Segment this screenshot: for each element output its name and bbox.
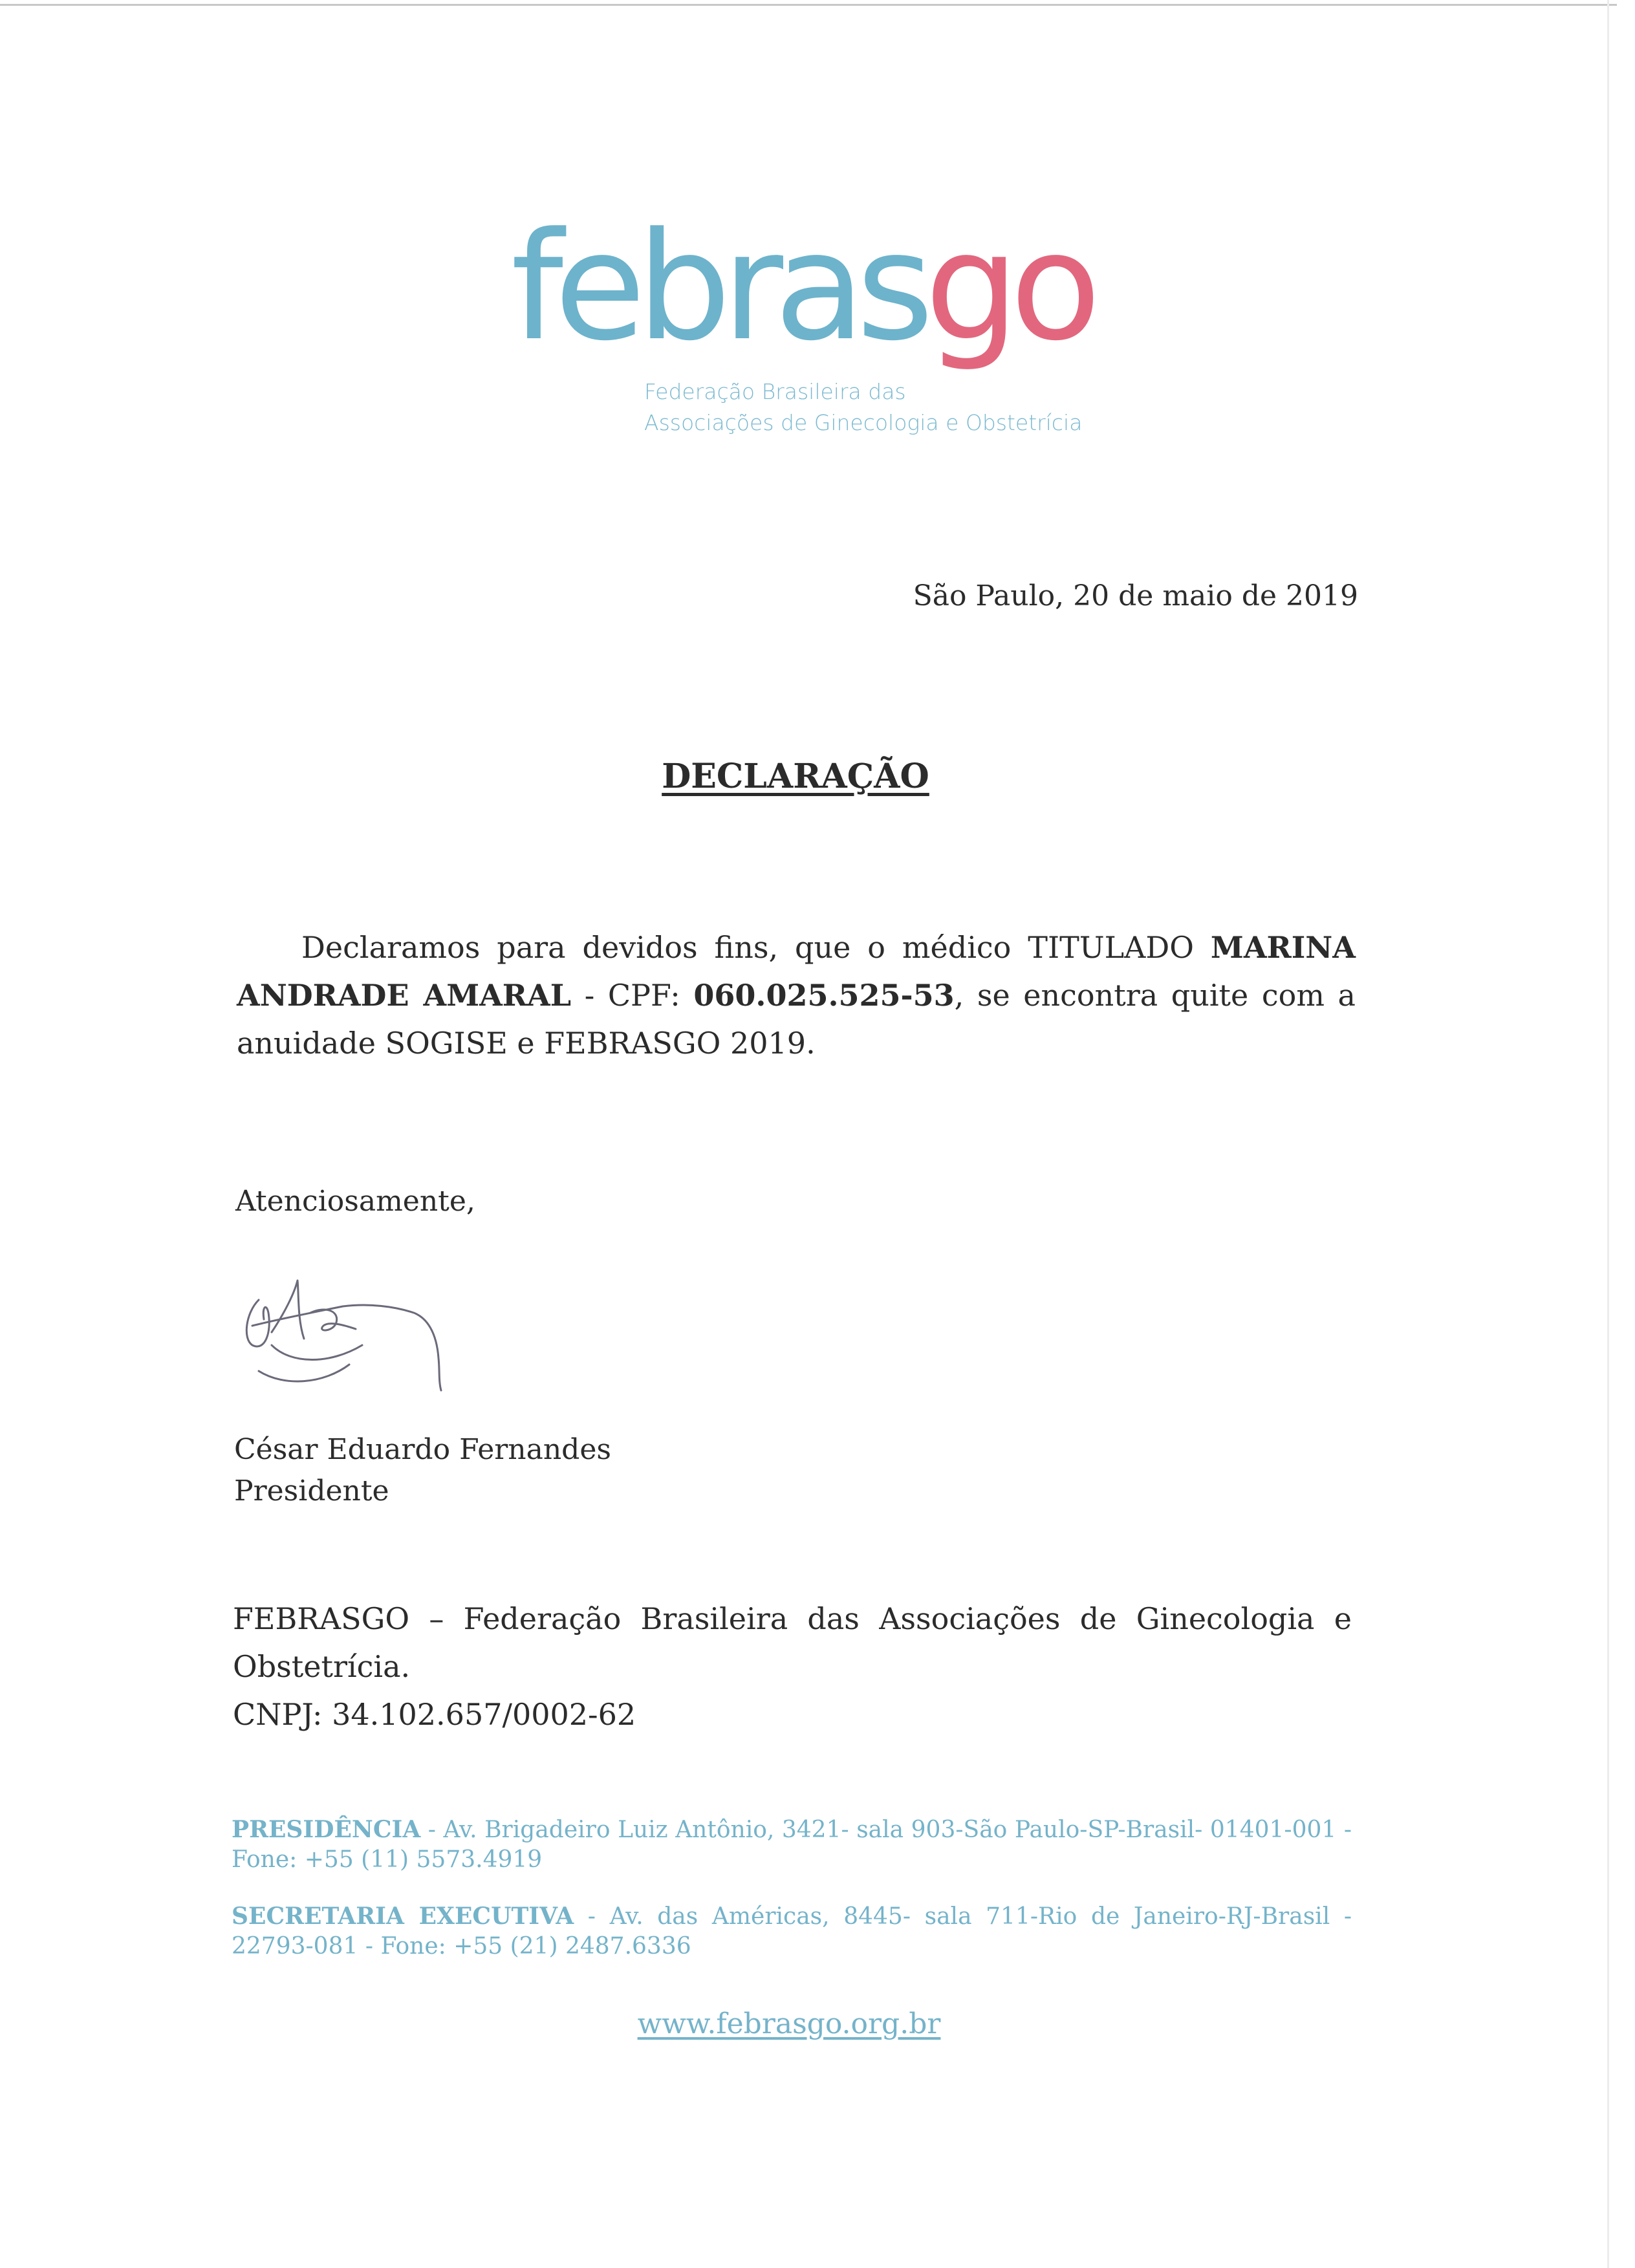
right-edge-line — [1607, 0, 1609, 2268]
logo-wordmark — [511, 201, 1092, 374]
presidencia-label: PRESIDÊNCIA — [232, 1816, 421, 1843]
signer-block — [234, 1429, 611, 1512]
signer-role: Presidente — [234, 1474, 389, 1507]
body-part2: - CPF: — [571, 978, 694, 1013]
febrasgo-logo — [504, 201, 1125, 459]
footer-secretaria — [232, 1901, 1352, 1961]
logo-word-part-a: febras — [511, 201, 925, 374]
logo-word-part-b: go — [924, 201, 1092, 374]
footer-presidencia — [232, 1815, 1352, 1875]
logo-subtitle — [644, 376, 1082, 438]
document-title: DECLARAÇÃO — [662, 757, 929, 796]
closing-salutation: Atenciosamente, — [235, 1185, 475, 1218]
document-date: São Paulo, 20 de maio de 2019 — [913, 579, 1358, 612]
cpf-number: 060.025.525-53 — [693, 978, 955, 1013]
doctor-name: MARINA ANDRADE AMARAL — [237, 930, 1356, 1013]
logo-subtitle-line2: Associações de Ginecologia e Obstetrícia — [644, 410, 1083, 435]
signer-name: César Eduardo Fernandes — [234, 1433, 611, 1466]
declaration-body — [237, 923, 1356, 1067]
secretaria-address: - Av. das Américas, 8445- sala 711-Rio de Janeiro-RJ-Brasil - 22793-081 - Fone: +55 (21) 2487.6336 — [232, 1903, 1352, 1960]
secretaria-label: SECRETARIA EXECUTIVA — [232, 1903, 574, 1930]
top-edge-line — [0, 4, 1617, 6]
presidencia-address: - Av. Brigadeiro Luiz Antônio, 3421- sala 903-São Paulo-SP-Brasil- 01401-001 - Fone: +55 (11) 5573.4919 — [232, 1817, 1352, 1873]
logo-subtitle-line1: Federação Brasileira das — [644, 379, 906, 404]
body-part3: , se encontra quite com a anuidade SOGISE e FEBRASGO 2019. — [237, 978, 1356, 1061]
organization-block — [233, 1595, 1352, 1738]
organization-cnpj: CNPJ: 34.102.657/0002-62 — [233, 1697, 636, 1732]
website-link[interactable]: www.febrasgo.org.br — [637, 2007, 941, 2040]
organization-name: FEBRASGO – Federação Brasileira das Associações de Ginecologia e Obstetrícia. — [233, 1601, 1352, 1684]
handwritten-signature — [233, 1268, 453, 1403]
body-part1: Declaramos para devidos fins, que o médico TITULADO — [301, 930, 1211, 965]
